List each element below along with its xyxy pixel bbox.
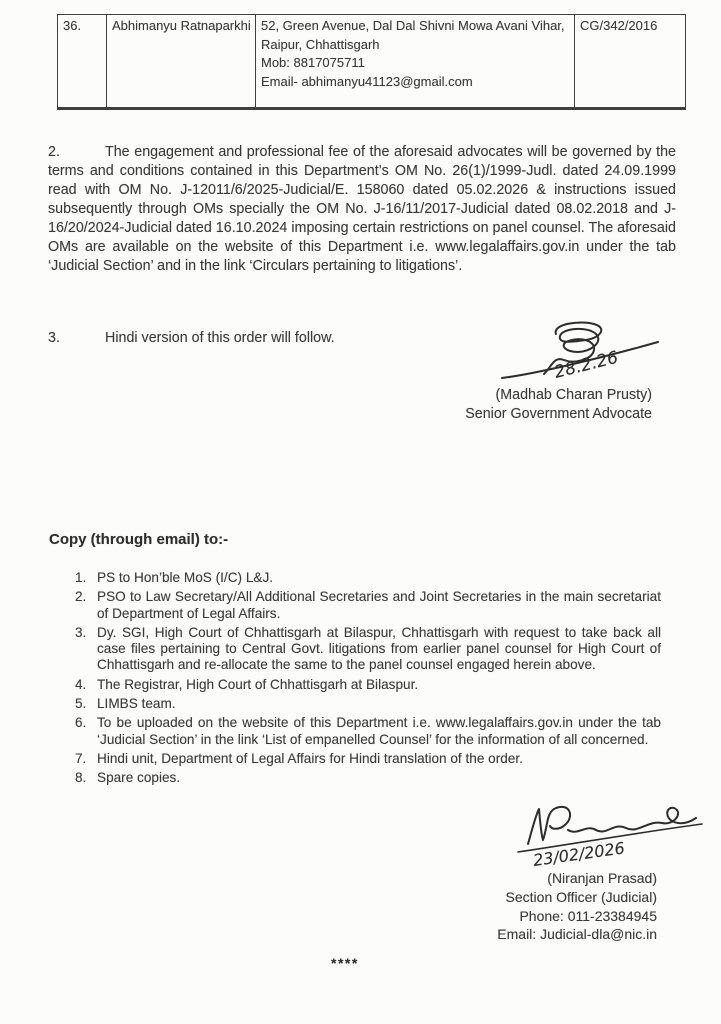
advocate-address: 52, Green Avenue, Dal Dal Shivni Mowa Avani Vihar, Raipur, Chhattisgarh xyxy=(261,18,565,52)
signatory-block-1 xyxy=(465,386,652,424)
list-item-text: The Registrar, High Court of Chhattisgarh at Bilaspur. xyxy=(97,676,419,692)
list-item xyxy=(75,625,661,674)
list-item-text: PS to Hon’ble MoS (I/C) L&J. xyxy=(97,570,274,585)
list-item-text: Hindi unit, Department of Legal Affairs for Hindi translation of the order. xyxy=(97,750,523,766)
handwritten-date-1: 28.2.26 xyxy=(552,347,621,383)
copy-to-heading: Copy (through email) to:- xyxy=(49,531,229,548)
paragraph-3-number: 3. xyxy=(48,330,60,347)
paragraph-2 xyxy=(48,143,676,276)
signatory-block-2 xyxy=(497,869,657,944)
list-item xyxy=(75,715,661,748)
list-item-text: Spare copies. xyxy=(97,770,181,786)
copy-to-list xyxy=(75,570,661,790)
signatory-2-email: Email: Judicial-dla@nic.in xyxy=(497,926,657,943)
signatory-1-title: Senior Government Advocate xyxy=(465,406,652,422)
list-item xyxy=(75,677,661,693)
list-item xyxy=(75,696,661,712)
list-item-text: LIMBS team. xyxy=(97,696,176,712)
serial-cell xyxy=(58,15,107,109)
list-item-number: 7. xyxy=(75,750,87,766)
advocate-mobile: Mob: 8817075711 xyxy=(261,55,365,70)
list-item-number: 3. xyxy=(75,624,87,640)
list-item-number: 6. xyxy=(75,715,87,731)
list-item xyxy=(75,570,661,586)
address-cell xyxy=(256,15,575,109)
signatory-2-phone: Phone: 011-23384945 xyxy=(519,907,657,924)
list-item-text: PSO to Law Secretary/All Additional Secretaries and Joint Secretaries in the main secretariat of Department of Legal Affairs. xyxy=(97,589,661,621)
signature-niranjan-prasad xyxy=(512,796,710,872)
list-item xyxy=(75,589,661,622)
end-mark: **** xyxy=(331,955,359,971)
list-item-number: 1. xyxy=(75,570,87,585)
panel-code: CG/342/2016 xyxy=(580,18,658,33)
name-cell xyxy=(107,15,256,109)
list-item xyxy=(75,770,661,786)
list-item-text: To be uploaded on the website of this Department i.e. www.legalaffairs.gov.in under the tab ‘Judicial Section’ in the link ‘List of empanelled Counsel’ for the information of all concerned. xyxy=(97,715,661,747)
paragraph-2-number: 2. xyxy=(48,144,60,161)
signatory-2-title: Section Officer (Judicial) xyxy=(505,888,657,905)
handwritten-date-2: 23/02/2026 xyxy=(531,838,626,870)
paragraph-2-text: The engagement and professional fee of the aforesaid advocates will be governed by the terms and conditions contained in this Department’s OM No. 26(1)/1999-Judl. dated 24.09.1999 read with OM No. J-12011/6/2025-Judicial/E. 158060 dated 05.02.2026 & instructions issued subsequently through OMs specially the OM No. J-16/11/2017-Judicial dated 08.02.2018 and J-16/20/2024-Judicial dated 16.10.2024 imposing certain restrictions on panel counsel. The aforesaid OMs are available on the website of this Department i.e. www.legalaffairs.gov.in under the tab ‘Judicial Section’ and in the link ‘Circulars pertaining to litigations’. xyxy=(48,144,676,275)
paragraph-3-text: Hindi version of this order will follow. xyxy=(105,330,335,347)
serial-number: 36. xyxy=(63,18,82,33)
list-item-number: 2. xyxy=(75,589,87,605)
advocate-table xyxy=(57,14,686,110)
signature-madhab-charan-prusty xyxy=(494,318,666,392)
list-item-number: 8. xyxy=(75,770,87,786)
signatory-1-name: (Madhab Charan Prusty) xyxy=(495,387,652,403)
list-item-text: Dy. SGI, High Court of Chhattisgarh at Bilaspur, Chhattisgarh with request to take back all case files pertaining to Central Govt. litigations from earlier panel counsel for High Court of Chhattisgarh and re-allocate the same to the panel counsel engaged herein above. xyxy=(97,624,661,673)
table-row xyxy=(58,15,686,109)
advocate-email: Email- abhimanyu41123@gmail.com xyxy=(261,73,473,89)
list-item-number: 4. xyxy=(75,676,87,692)
code-cell xyxy=(575,15,686,109)
signatory-2-name: (Niranjan Prasad) xyxy=(547,870,657,886)
list-item xyxy=(75,751,661,767)
advocate-name: Abhimanyu Ratnaparkhi xyxy=(112,18,251,33)
list-item-number: 5. xyxy=(75,696,87,712)
